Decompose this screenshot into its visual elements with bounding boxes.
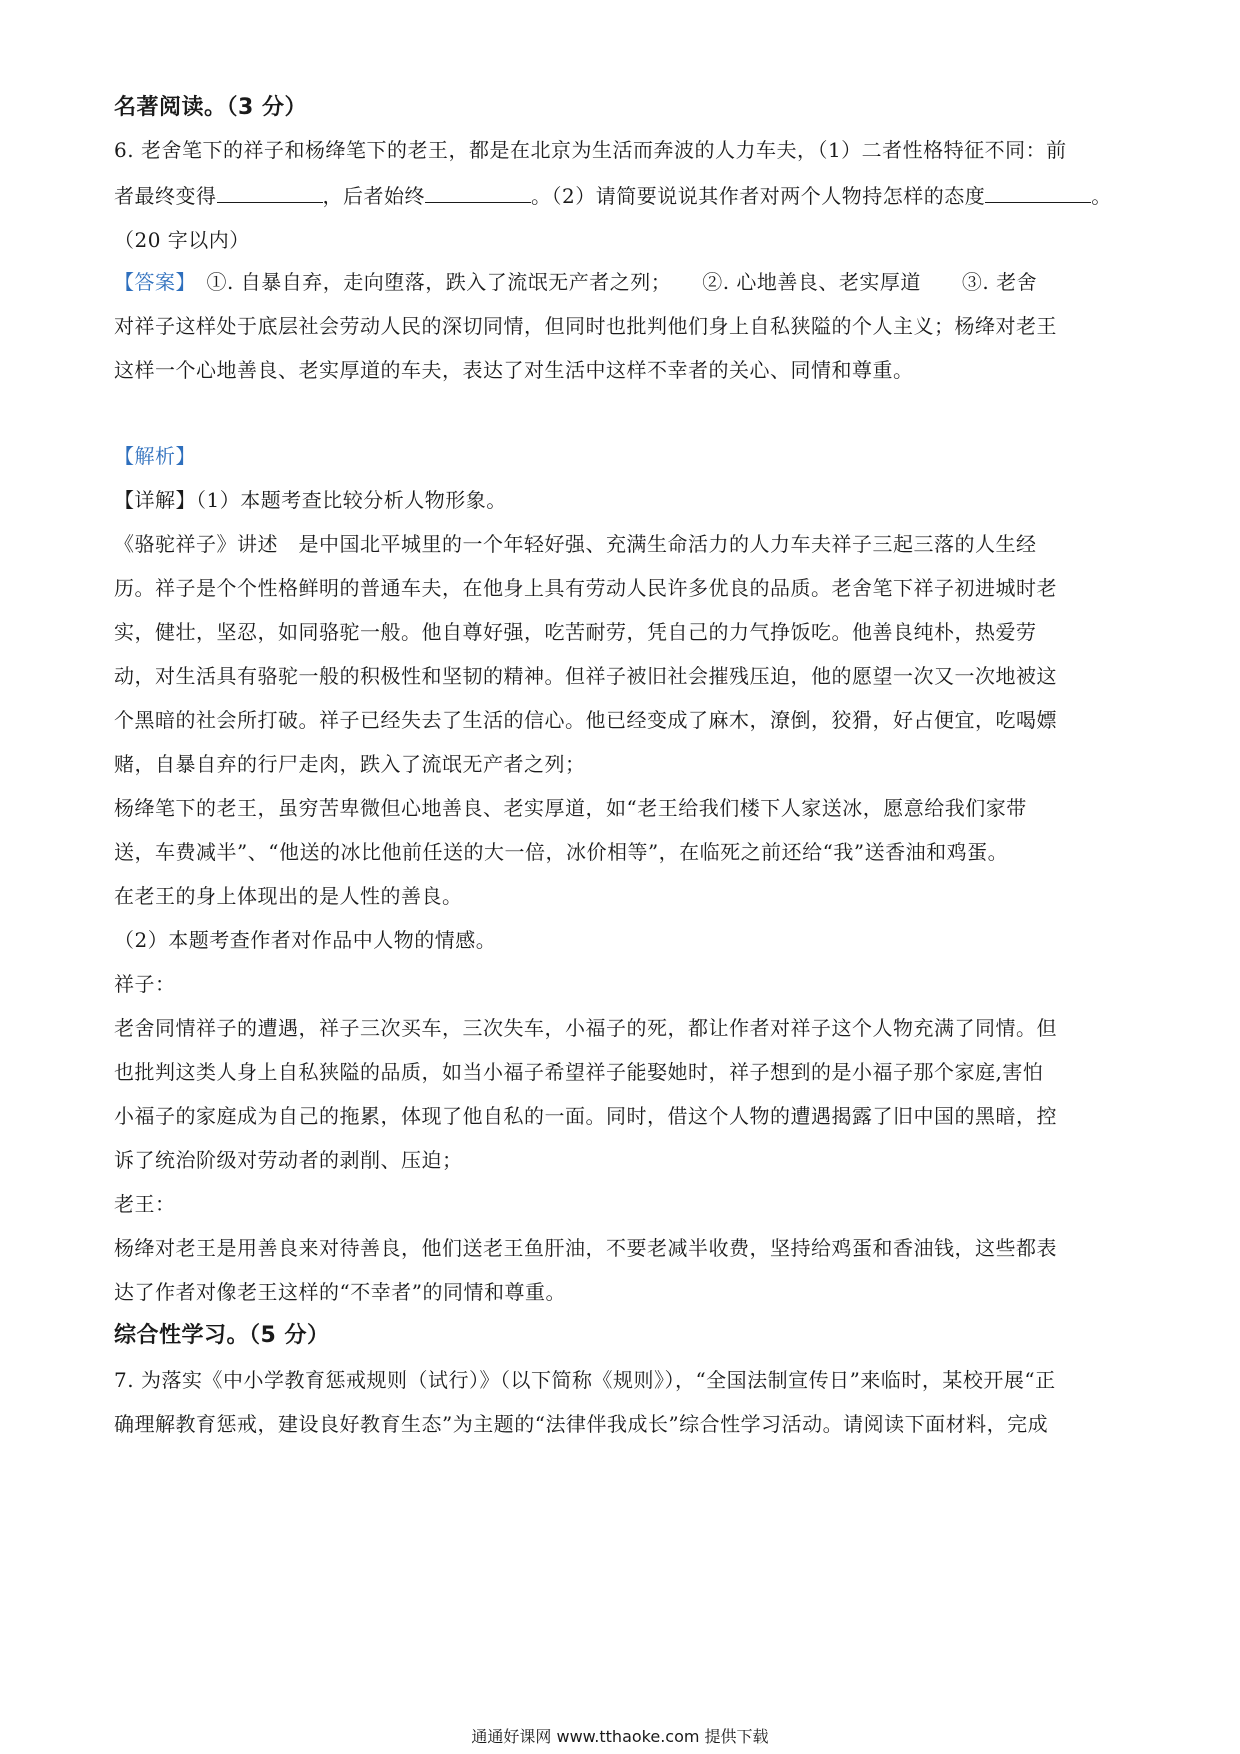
analysis-p3-line: 小福子的家庭成为自己的拖累，体现了他自私的一面。同时，借这个人物的遭遇揭露了旧中国的黑暗，控 [114,1104,1057,1128]
question-6-line-2-b: ，后者始终 [322,184,425,208]
analysis-p2-line: 在老王的身上体现出的是人性的善良。 [114,884,463,908]
analysis-p1-line: 历。祥子是个个性格鲜明的普通车夫，在他身上具有劳动人民许多优良的品质。老舍笔下祥子初进城时老 [114,576,1057,600]
question-6-line-2-c: 。（2）请简要说说其作者对两个人物持怎样的态度 [531,184,986,208]
analysis-p2-line: 送，车费减半”、“他送的冰比他前任送的大一倍，冰价相等”，在临死之前还给“我”送香油和鸡蛋。 [114,840,1009,864]
laowang-label: 老王： [114,1192,176,1216]
answer-line-1-text: ①. 自暴自弃，走向堕落，跌入了流氓无产者之列； ②. 心地善良、老实厚道 ③. 老舍 [206,270,1038,294]
question-6-line-2-a: 者最终变得 [114,184,217,208]
analysis-detail-heading: 【详解】（1）本题考查比较分析人物形象。 [114,488,507,512]
analysis-p1-line: 个黑暗的社会所打破。祥子已经失去了生活的信心。他已经变成了麻木，潦倒，狡猾，好占便宜，吃喝嫖 [114,708,1057,732]
question-7-line-2: 确理解教育惩戒，建设良好教育生态”为主题的“法律伴我成长”综合性学习活动。请阅读下面材料，完成 [114,1412,1049,1436]
xiangzi-label: 祥子： [114,972,176,996]
answer-line-2: 对祥子这样处于底层社会劳动人民的深切同情，但同时也批判他们身上自私狭隘的个人主义；杨绛对老王 [114,314,1057,338]
answer-blank-3 [985,182,1091,203]
answer-blank-2 [425,182,531,203]
analysis-p3-line: 也批判这类人身上自私狭隘的品质，如当小福子希望祥子能娶她时，祥子想到的是小福子那个家庭,害怕 [114,1060,1044,1084]
answer-blank-1 [217,182,323,203]
analysis-p1-line: 赌，自暴自弃的行尸走肉，跌入了流氓无产者之列； [114,752,586,776]
question-7-line-1: 7. 为落实《中小学教育惩戒规则（试行）》（以下简称《规则》），“全国法制宣传日”来临时，某校开展“正 [114,1368,1056,1392]
analysis-p2-line: 杨绛笔下的老王，虽穷苦卑微但心地善良、老实厚道，如“老王给我们楼下人家送冰，愿意给我们家带 [114,796,1027,820]
section-heading-classics: 名著阅读。（3 分） [114,95,307,120]
answer-tag: 【答案】 [114,270,186,294]
analysis-p1-line: 《骆驼祥子》讲述 是中国北平城里的一个年轻好强、充满生命活力的人力车夫祥子三起三落的人生经 [114,532,1037,556]
question-6-line-1: 6. 老舍笔下的祥子和杨绛笔下的老王，都是在北京为生活而奔波的人力车夫，（1）二者性格特征不同：前 [114,138,1067,162]
page-footer: 通通好课网 www.tthaoke.com 提供下载 [471,1727,769,1746]
answer-line-3: 这样一个心地善良、老实厚道的车夫，表达了对生活中这样不幸者的关心、同情和尊重。 [114,358,914,382]
analysis-p1-line: 实，健壮，坚忍，如同骆驼一般。他自尊好强，吃苦耐劳，凭自己的力气挣饭吃。他善良纯朴，热爱劳 [114,620,1037,644]
analysis-p4-line: 杨绛对老王是用善良来对待善良，他们送老王鱼肝油，不要老减半收费，坚持给鸡蛋和香油钱，这些都表 [114,1236,1057,1260]
analysis-part-2-heading: （2）本题考查作者对作品中人物的情感。 [114,928,497,952]
question-6-line-2-d: 。 [1091,184,1112,208]
section-heading-comprehensive: 综合性学习。（5 分） [114,1323,330,1348]
analysis-p4-line: 达了作者对像老王这样的“不幸者”的同情和尊重。 [114,1280,566,1304]
question-6-line-3: （20 字以内） [114,228,250,252]
analysis-p3-line: 老舍同情祥子的遭遇，祥子三次买车，三次失车，小福子的死，都让作者对祥子这个人物充满了同情。但 [114,1016,1057,1040]
answer-line-1 [114,268,1134,296]
analysis-tag: 【解析】 [114,444,196,468]
analysis-p3-line: 诉了统治阶级对劳动者的剥削、压迫； [114,1148,463,1172]
question-6-line-2 [114,182,1134,210]
analysis-p1-line: 动，对生活具有骆驼一般的积极性和坚韧的精神。但祥子被旧社会摧残压迫，他的愿望一次又一次地被这 [114,664,1057,688]
